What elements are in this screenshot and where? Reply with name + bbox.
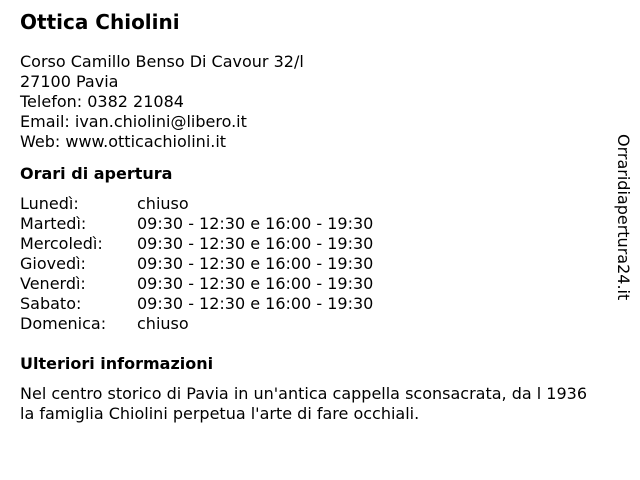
day-hours: 09:30 - 12:30 e 16:00 - 19:30 — [137, 234, 374, 253]
hours-row-thursday — [20, 254, 373, 274]
business-card — [20, 10, 600, 423]
hours-row-saturday — [20, 294, 373, 314]
contact-block — [20, 52, 600, 152]
day-label: Mercoledì: — [20, 234, 103, 253]
day-hours: chiuso — [137, 314, 189, 333]
day-hours: chiuso — [137, 194, 189, 213]
day-label: Martedì: — [20, 214, 87, 233]
address-street: Corso Camillo Benso Di Cavour 32/l — [20, 52, 304, 71]
hours-row-monday — [20, 194, 373, 214]
additional-info-text: Nel centro storico di Pavia in un'antica cappella sconsacrata, da l 1936 la famiglia Chiolini perpetua l'arte di fare occhiali. — [20, 384, 587, 423]
day-label: Lunedì: — [20, 194, 79, 213]
hours-row-friday — [20, 274, 373, 294]
day-hours: 09:30 - 12:30 e 16:00 - 19:30 — [137, 274, 374, 293]
email-line[interactable]: Email: ivan.chiolini@libero.it — [20, 112, 247, 131]
day-hours: 09:30 - 12:30 e 16:00 - 19:30 — [137, 294, 374, 313]
business-name: Ottica Chiolini — [20, 10, 180, 34]
day-hours: 09:30 - 12:30 e 16:00 - 19:30 — [137, 254, 374, 273]
day-label: Sabato: — [20, 294, 82, 313]
day-label: Venerdì: — [20, 274, 86, 293]
additional-info-heading: Ulteriori informazioni — [20, 354, 214, 373]
hours-row-tuesday — [20, 214, 373, 234]
opening-hours-heading: Orari di apertura — [20, 164, 173, 183]
site-brand-vertical[interactable]: Orraridiapertura24.it — [614, 134, 633, 301]
opening-hours-table — [20, 194, 373, 334]
day-hours: 09:30 - 12:30 e 16:00 - 19:30 — [137, 214, 374, 233]
phone-line: Telefon: 0382 21084 — [20, 92, 184, 111]
web-line[interactable]: Web: www.otticachiolini.it — [20, 132, 227, 151]
hours-row-wednesday — [20, 234, 373, 254]
hours-row-sunday — [20, 314, 373, 334]
day-label: Giovedì: — [20, 254, 86, 273]
day-label: Domenica: — [20, 314, 107, 333]
address-city: 27100 Pavia — [20, 72, 119, 91]
